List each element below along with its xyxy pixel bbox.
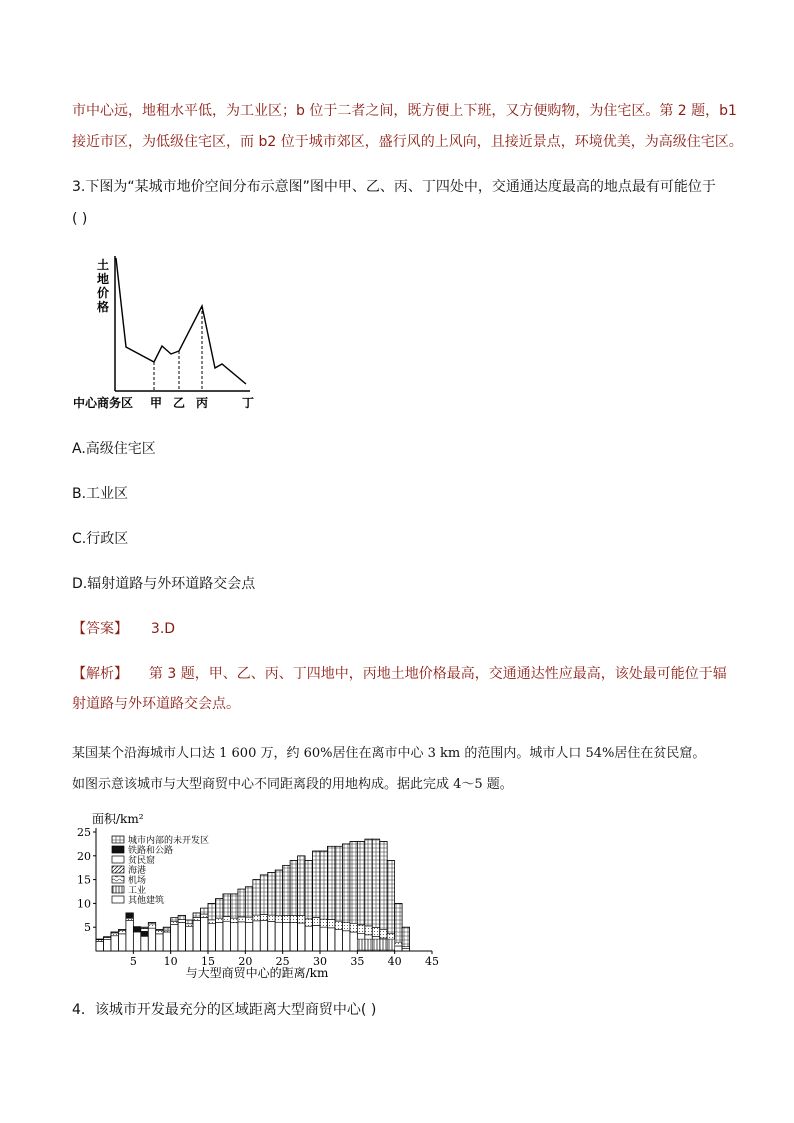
- bar-segment-undeveloped: [178, 915, 185, 919]
- bar-segment-undeveloped: [320, 851, 327, 919]
- chart-ylabel: 面积/km²: [92, 812, 144, 826]
- bar-segment-slum: [320, 919, 327, 927]
- chart-x-tick-label: 30: [313, 955, 327, 968]
- bar-segment-slum: [395, 942, 402, 946]
- bar-segment-slum: [283, 916, 290, 923]
- bar-segment-undeveloped: [193, 913, 200, 918]
- bar-segment-other-buildings: [238, 922, 245, 951]
- bar-segment-undeveloped: [163, 927, 170, 930]
- bar-segment-other-buildings: [327, 928, 334, 951]
- bar-segment-undeveloped: [402, 927, 409, 947]
- bar-segment-slum: [103, 937, 110, 939]
- bar-segment-slum: [350, 923, 357, 932]
- legend-swatch: [112, 876, 124, 883]
- bar-segment-other-buildings: [260, 921, 267, 951]
- chart-y-tick-label: 25: [77, 826, 91, 839]
- bar-segment-slum: [238, 917, 245, 922]
- bar-segment-slum: [215, 918, 222, 922]
- bar-segment-undeveloped: [327, 846, 334, 919]
- option-b: B.工业区: [72, 486, 129, 502]
- legend-label: 工业: [128, 886, 147, 896]
- answer-row: [72, 619, 175, 639]
- bar-segment-undeveloped: [380, 842, 387, 930]
- chart-x-tick-label: 25: [275, 955, 290, 968]
- bar-segment-slum: [335, 921, 342, 929]
- bar-segment-other-buildings: [133, 932, 140, 951]
- option-a: A.高级住宅区: [72, 441, 156, 457]
- bar-segment-other-buildings: [171, 924, 178, 951]
- bar-segment-undeveloped: [298, 856, 305, 916]
- bar-segment-other-buildings: [395, 946, 402, 951]
- bar-segment-undeveloped: [186, 920, 193, 924]
- chart-y-tick-label: 10: [77, 897, 91, 911]
- option-d: D.辐射道路与外环道路交会点: [72, 576, 256, 592]
- bar-segment-undeveloped: [342, 844, 349, 922]
- bar-segment-other-buildings: [305, 926, 312, 951]
- legend-swatch: [112, 866, 124, 873]
- bar-segment-other-buildings: [402, 949, 409, 951]
- bar-segment-undeveloped: [215, 899, 222, 919]
- bar-segment-slum: [245, 917, 252, 922]
- bar-segment-slum: [290, 915, 297, 922]
- bar-segment-other-buildings: [193, 921, 200, 951]
- bar-segment-undeveloped: [313, 851, 320, 917]
- explanation-row: [72, 664, 727, 684]
- question-4-stem: 4．该城市开发最充分的区域距离大型商贸中心( ): [72, 1002, 377, 1018]
- bar-segment-undeveloped: [268, 872, 275, 915]
- chart-x-tick-label: 10: [163, 955, 178, 968]
- bar-segment-other-buildings: [148, 928, 155, 951]
- land-price-curve: [70, 252, 270, 392]
- legend-label: 城市内部的未开发区: [128, 836, 210, 846]
- bar-segment-industry: [365, 939, 372, 950]
- bar-segment-undeveloped: [372, 839, 379, 927]
- bar-segment-other-buildings: [290, 923, 297, 951]
- bar-segment-other-buildings: [111, 936, 118, 951]
- bar-segment-undeveloped: [305, 861, 312, 919]
- legend-label: 其他建筑: [128, 896, 165, 906]
- bar-segment-industry: [387, 939, 394, 950]
- bar-segment-undeveloped: [335, 846, 342, 921]
- bar-segment-slum: [372, 927, 379, 936]
- explanation-tag: 【解析】: [72, 666, 128, 682]
- bar-segment-slum: [342, 922, 349, 931]
- chart-y-tick-label: 5: [84, 921, 91, 935]
- bar-segment-slum: [208, 920, 215, 924]
- bar-segment-other-buildings: [245, 922, 252, 951]
- explanation-line-2: 接近市区，为低级住宅区，而 b2 位于城市郊区，盛行风的上风向，且接近景点，环境优美，为高级住宅区。: [72, 134, 743, 150]
- x-label-bing: 丙: [196, 396, 209, 410]
- bar-segment-industry: [372, 939, 379, 950]
- bar-segment-other-buildings: [298, 923, 305, 951]
- bar-segment-slum: [298, 915, 305, 923]
- bar-segment-other-buildings: [126, 921, 133, 951]
- explanation-line-1: 市中心远，地租水平低，为工业区；b 位于二者之间，既方便上下班，又方便购物，为住宅区。第 2 题，b1: [72, 103, 737, 119]
- legend-swatch: [112, 886, 124, 893]
- bar-segment-undeveloped: [395, 903, 402, 942]
- chart-xlabel: 与大型商贸中心的距离/km: [185, 966, 329, 980]
- bar-segment-other-buildings: [118, 934, 125, 951]
- land-price-figure: [70, 252, 270, 412]
- bar-segment-undeveloped: [357, 842, 364, 925]
- bar-segment-other-buildings: [156, 934, 163, 951]
- y-label-char: 土: [97, 258, 110, 272]
- chart-plot-area: [77, 826, 439, 968]
- chart-y-tick-label: 20: [77, 849, 91, 863]
- bar-segment-other-buildings: [208, 924, 215, 951]
- bar-segment-industry: [357, 939, 364, 950]
- bar-segment-slum: [253, 915, 260, 921]
- bar-segment-railway: [133, 926, 140, 932]
- bar-segment-undeveloped: [350, 842, 357, 924]
- legend-swatch: [112, 836, 124, 843]
- price-line: [116, 258, 246, 384]
- bar-segment-slum: [357, 925, 364, 934]
- bar-segment-other-buildings: [253, 921, 260, 951]
- bar-segment-other-buildings: [215, 922, 222, 951]
- bar-segment-slum: [260, 914, 267, 920]
- intro-line-2: 如图示意该城市与大型商贸中心不同距离段的用地构成。据此完成 4～5 题。: [72, 777, 513, 792]
- bar-segment-undeveloped: [290, 861, 297, 916]
- chart-x-tick-label: 20: [238, 955, 253, 968]
- bar-segment-other-buildings: [223, 921, 230, 951]
- x-label-yi: 乙: [173, 396, 186, 410]
- y-label-char: 格: [97, 300, 110, 314]
- bar-segment-other-buildings: [230, 923, 237, 951]
- bar-segment-slum: [305, 919, 312, 926]
- bar-segment-undeveloped: [245, 887, 252, 917]
- explanation-line-b: 射道路与外环道路交会点。: [72, 696, 240, 712]
- legend-swatch: [112, 846, 124, 853]
- bar-segment-other-buildings: [275, 922, 282, 951]
- x-label-ding: 丁: [242, 396, 255, 410]
- bar-segment-slum: [223, 917, 230, 922]
- bar-segment-slum: [118, 931, 125, 934]
- bar-segment-railway: [126, 913, 133, 919]
- bar-segment-other-buildings: [186, 926, 193, 951]
- bar-segment-other-buildings: [320, 927, 327, 951]
- bar-segment-slum: [230, 918, 237, 923]
- answer-value: 3.D: [150, 621, 176, 637]
- bar-segment-other-buildings: [335, 930, 342, 951]
- x-label-cbd: 中心商务区: [73, 396, 134, 410]
- bar-segment-undeveloped: [275, 870, 282, 916]
- x-label-jia: 甲: [150, 396, 163, 410]
- option-c: C.行政区: [72, 531, 129, 547]
- bar-segment-slum: [327, 919, 334, 927]
- bar-segment-undeveloped: [208, 903, 215, 919]
- question-3-stem: 3.下图为“某城市地价空间分布示意图”图中甲、乙、丙、丁四处中，交通通达度最高的地点最有可能位于: [72, 179, 716, 195]
- bar-segment-slum: [111, 933, 118, 936]
- bar-segment-slum: [380, 929, 387, 938]
- bar-segment-undeveloped: [223, 894, 230, 917]
- legend-label: 贫民窟: [128, 856, 156, 866]
- bar-segment-other-buildings: [350, 932, 357, 951]
- question-3-paren: ( ): [72, 211, 88, 227]
- bar-segment-slum: [178, 920, 185, 923]
- bar-segment-undeveloped: [283, 865, 290, 915]
- bar-segment-undeveloped: [260, 875, 267, 915]
- bar-segment-slum: [193, 917, 200, 920]
- land-use-chart: [70, 810, 450, 982]
- bar-segment-other-buildings: [313, 925, 320, 951]
- bar-segment-undeveloped: [387, 861, 394, 934]
- bar-segment-slum: [268, 915, 275, 921]
- legend-label: 铁路和公路: [128, 846, 174, 856]
- legend-label: 海港: [128, 866, 147, 876]
- bar-segment-other-buildings: [283, 922, 290, 951]
- chart-x-tick-label: 40: [387, 955, 402, 968]
- bar-segment-other-buildings: [103, 940, 110, 951]
- bar-segment-other-buildings: [178, 922, 185, 951]
- bar-segment-slum: [156, 931, 163, 934]
- bar-segment-slum: [186, 924, 193, 926]
- bar-segment-other-buildings: [96, 941, 103, 951]
- legend-swatch: [112, 856, 124, 863]
- chart-x-tick-label: 45: [425, 955, 439, 968]
- bar-segment-slum: [365, 926, 372, 935]
- bar-segment-slum: [171, 922, 178, 925]
- bar-segment-slum: [275, 916, 282, 922]
- legend-label: 机场: [128, 876, 147, 886]
- chart-x-tick-label: 35: [350, 955, 365, 968]
- bar-segment-other-buildings: [342, 931, 349, 951]
- chart-y-tick-label: 15: [77, 873, 91, 887]
- bar-segment-undeveloped: [365, 839, 372, 926]
- bar-segment-slum: [313, 917, 320, 925]
- bar-segment-railway: [141, 931, 148, 937]
- bar-segment-undeveloped: [238, 889, 245, 917]
- chart-x-tick-label: 5: [129, 955, 137, 968]
- explanation-text: 第 3 题，甲、乙、丙、丁四地中，丙地土地价格最高，交通通达性应最高，该处最可能位于辐: [148, 666, 727, 682]
- bar-segment-undeveloped: [253, 880, 260, 916]
- bar-segment-industry: [380, 939, 387, 950]
- bar-segment-slum: [148, 924, 155, 928]
- bar-segment-slum: [201, 914, 208, 917]
- answer-tag: 【答案】: [72, 621, 128, 637]
- bar-segment-other-buildings: [201, 917, 208, 951]
- bar-segment-other-buildings: [268, 921, 275, 951]
- y-label-char: 地: [97, 272, 110, 286]
- bar-segment-other-buildings: [163, 932, 170, 951]
- bar-segment-undeveloped: [230, 894, 237, 918]
- legend-swatch: [112, 896, 124, 903]
- bar-segment-undeveloped: [201, 908, 208, 914]
- bar-segment-undeveloped: [171, 918, 178, 922]
- y-label-char: 价: [97, 286, 110, 300]
- intro-line-1: 某国某个沿海城市人口达 1 600 万，约 60%居住在离市中心 3 km 的范围内。城市人口 54%居住在贫民窟。: [72, 746, 706, 761]
- chart-x-tick-label: 15: [201, 955, 215, 968]
